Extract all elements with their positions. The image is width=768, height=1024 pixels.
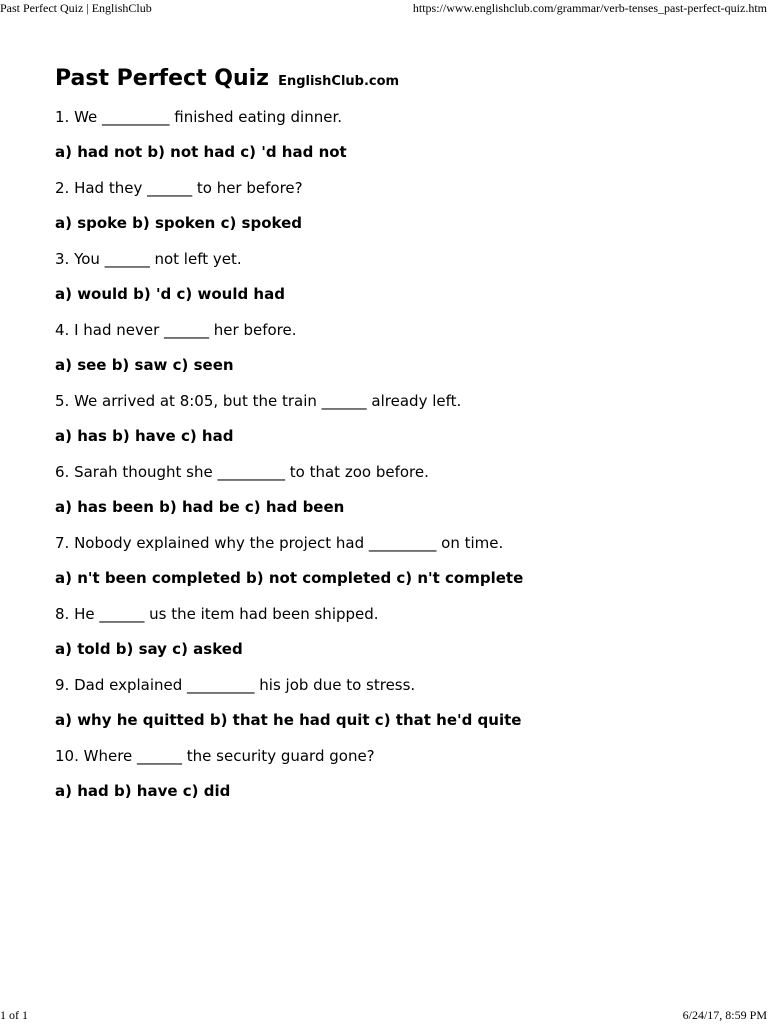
- question-text: 4. I had never ______ her before.: [55, 321, 297, 339]
- answer-options: a) see b) saw c) seen: [55, 356, 234, 374]
- quiz-item-7: [55, 534, 755, 605]
- quiz-item-10: [55, 747, 755, 818]
- answer-options: a) has been b) had be c) had been: [55, 498, 345, 516]
- question-text: 5. We arrived at 8:05, but the train ______ already left.: [55, 392, 462, 410]
- question-text: 2. Had they ______ to her before?: [55, 179, 303, 197]
- answer-options: a) n't been completed b) not completed c) n't complete: [55, 569, 524, 587]
- quiz-item-1: [55, 108, 755, 179]
- print-datetime: 6/24/17, 8:59 PM: [682, 1008, 767, 1022]
- answer-options: a) why he quitted b) that he had quit c) that he'd quite: [55, 711, 522, 729]
- quiz-item-9: [55, 676, 755, 747]
- question-text: 9. Dad explained _________ his job due to stress.: [55, 676, 416, 694]
- page-count: 1 of 1: [0, 1008, 28, 1022]
- answer-options: a) would b) 'd c) would had: [55, 285, 285, 303]
- quiz-item-4: [55, 321, 755, 392]
- quiz-item-8: [55, 605, 755, 676]
- quiz-item-2: [55, 179, 755, 250]
- answer-options: a) told b) say c) asked: [55, 640, 243, 658]
- answer-options: a) had b) have c) did: [55, 782, 231, 800]
- question-text: 8. He ______ us the item had been shipped.: [55, 605, 379, 623]
- print-url: https://www.englishclub.com/grammar/verb-tenses_past-perfect-quiz.htm: [412, 1, 767, 15]
- question-text: 1. We _________ finished eating dinner.: [55, 108, 343, 126]
- question-text: 7. Nobody explained why the project had _________ on time.: [55, 534, 504, 552]
- quiz-item-5: [55, 392, 755, 463]
- answer-options: a) spoke b) spoken c) spoked: [55, 214, 302, 232]
- question-text: 6. Sarah thought she _________ to that zoo before.: [55, 463, 429, 481]
- quiz-item-6: [55, 463, 755, 534]
- question-text: 3. You ______ not left yet.: [55, 250, 242, 268]
- brand-label: EnglishClub.com: [278, 74, 400, 89]
- answer-options: a) had not b) not had c) 'd had not: [55, 143, 347, 161]
- quiz-heading: [55, 66, 755, 100]
- quiz-content: [55, 66, 755, 818]
- print-page-title: Past Perfect Quiz | EnglishClub: [0, 1, 152, 15]
- quiz-item-3: [55, 250, 755, 321]
- page-title: Past Perfect Quiz: [55, 66, 269, 91]
- question-text: 10. Where ______ the security guard gone?: [55, 747, 375, 765]
- answer-options: a) has b) have c) had: [55, 427, 234, 445]
